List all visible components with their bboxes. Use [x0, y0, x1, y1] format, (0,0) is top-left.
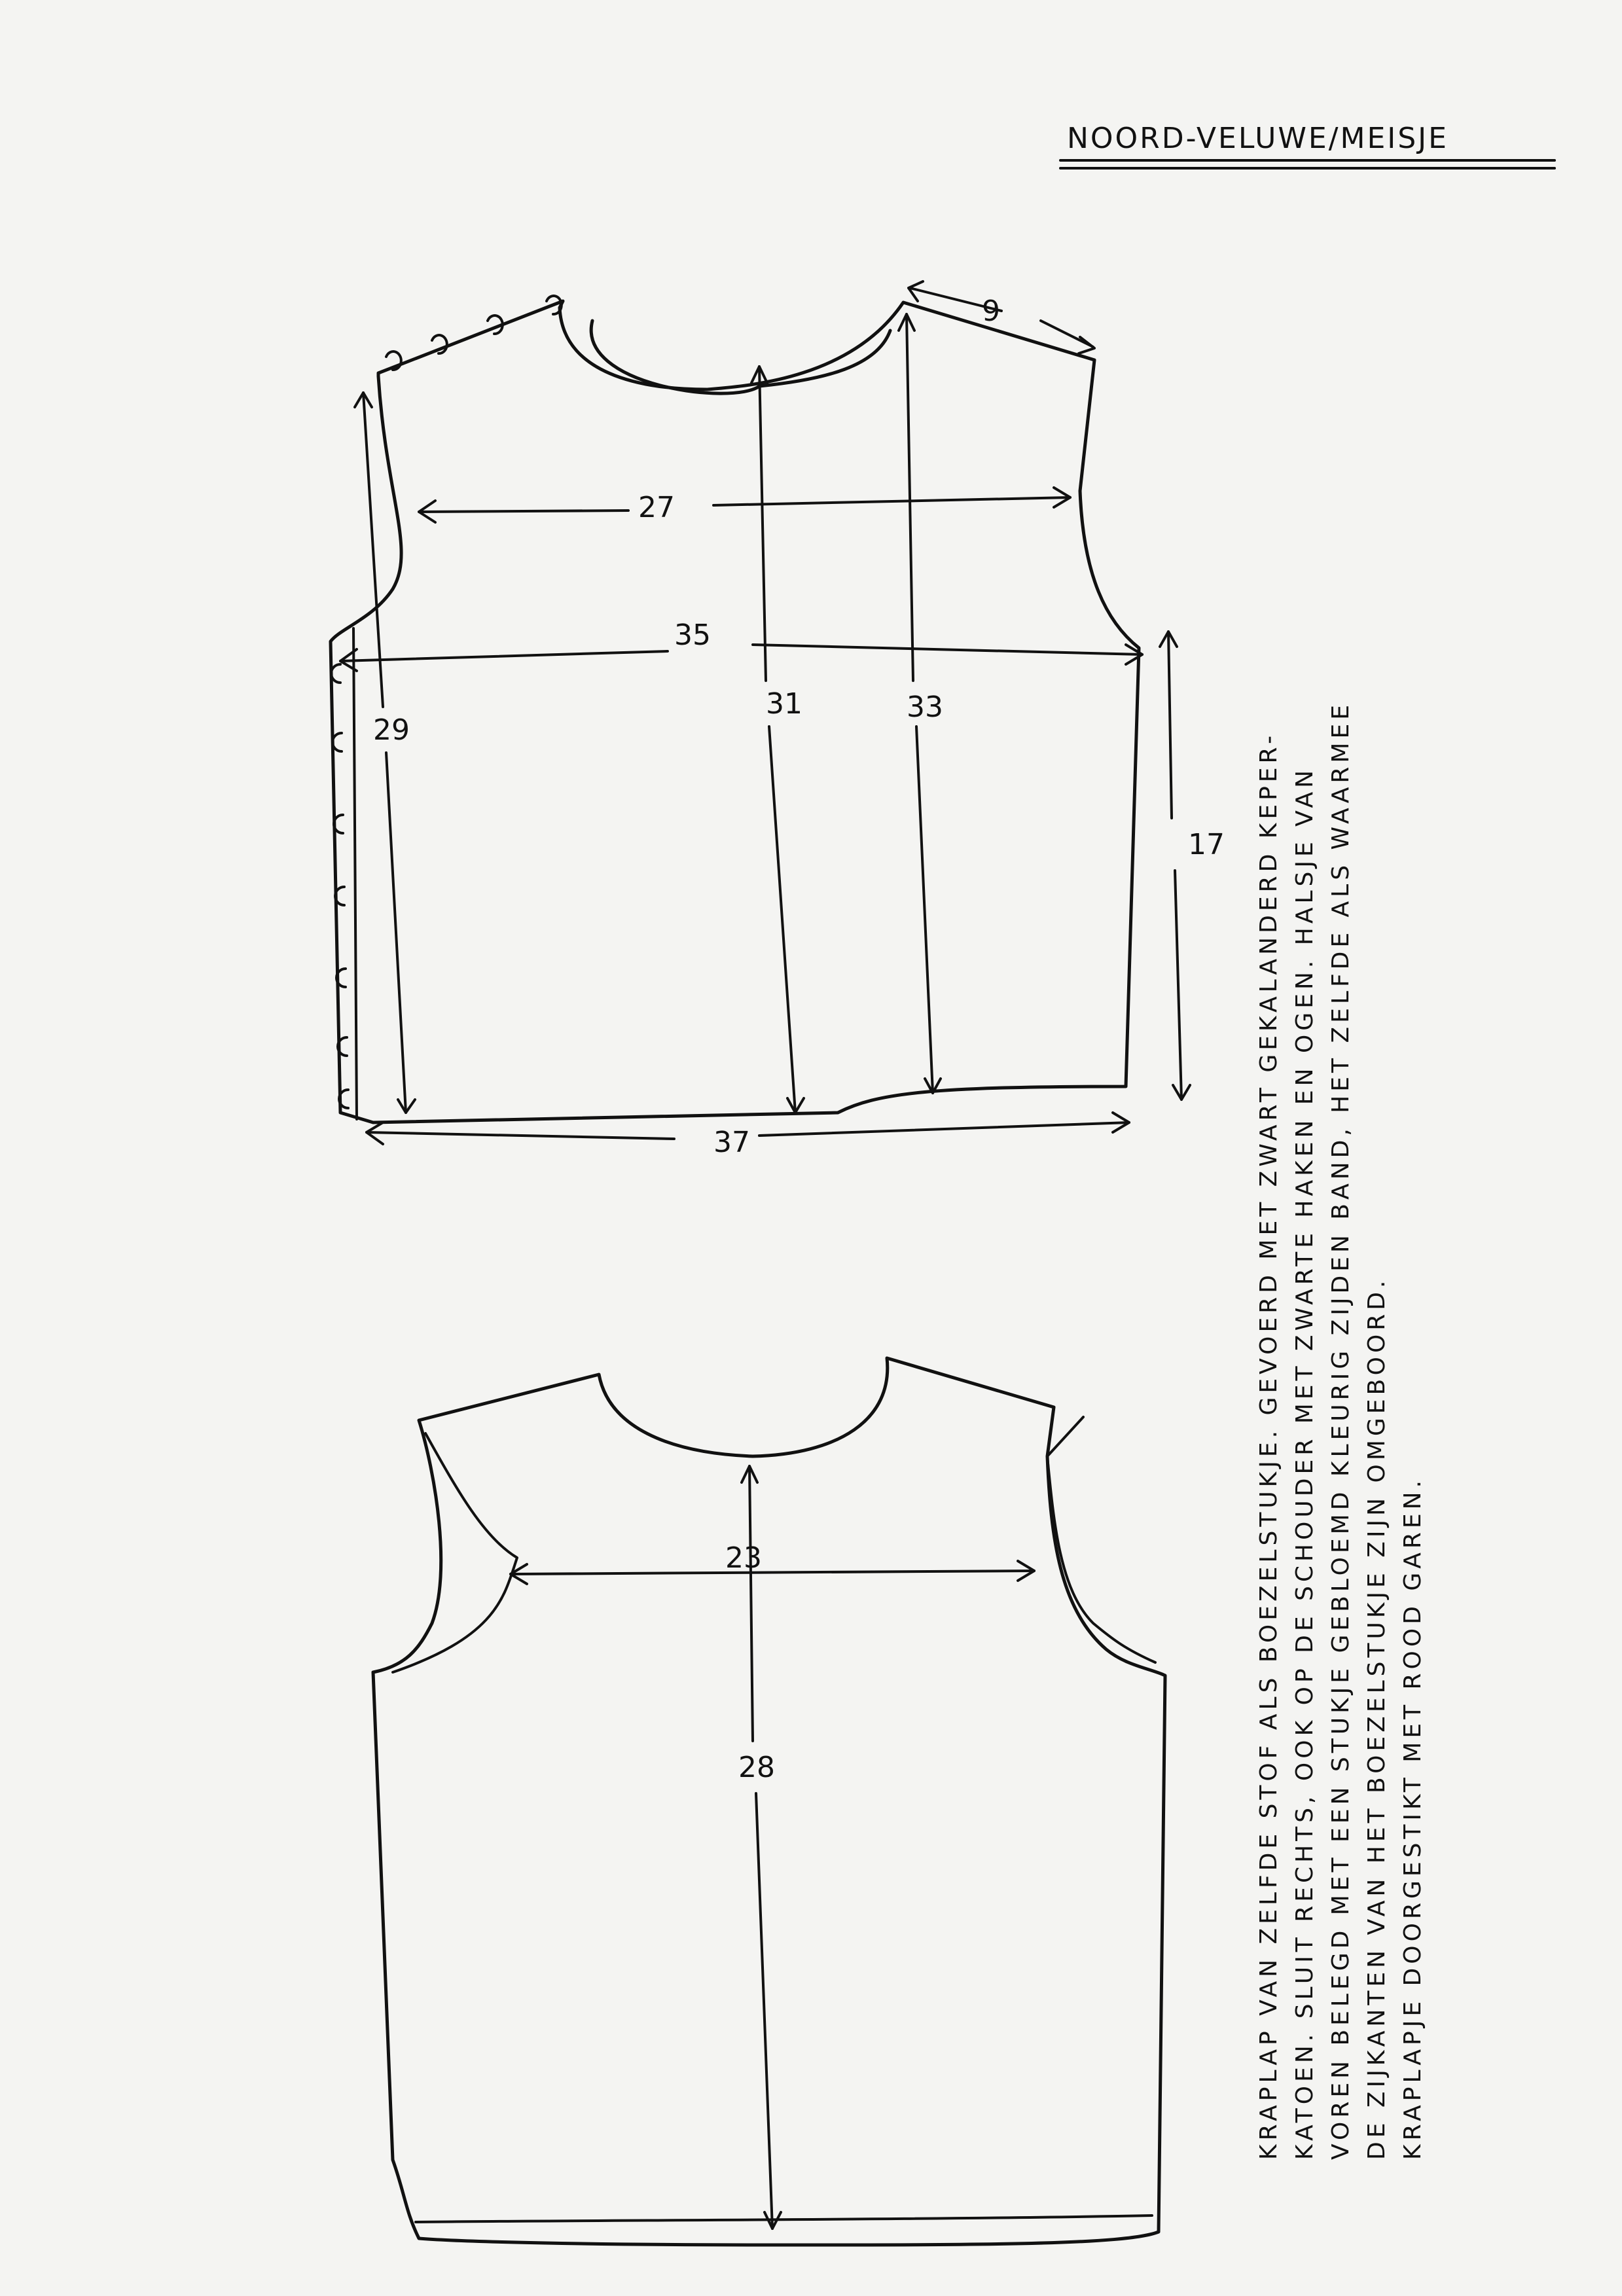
note-line-1: KRAPLAP VAN ZELFDE STOF ALS BOEZELSTUKJE. GEVOERD MET ZWART GEKALANDERD KEPER- [1255, 731, 1282, 2160]
dim-shoulder [909, 281, 1094, 353]
dim-lower-side [1160, 632, 1225, 1100]
dim-upper-width [419, 488, 1070, 524]
bottom-left-armhole-inner [393, 1433, 517, 1672]
dim-label-side-length: 29 [373, 713, 410, 747]
dim-bottom-length [738, 1466, 781, 2229]
pattern-notes [1255, 701, 1426, 2160]
pattern-piece-top [331, 281, 1225, 1159]
dim-label-chest-width: 35 [674, 619, 711, 652]
dim-chest-width [340, 619, 1142, 671]
note-line-2: KATOEN. SLUIT RECHTS, OOK OP DE SCHOUDER MET ZWARTE HAKEN EN OGEN. HALSJE VAN [1291, 766, 1318, 2160]
note-line-3: VOREN BELEGD MET EEN STUKJE GEBLOEMD KLEURIG ZIJDEN BAND, HET ZELFDE ALS WAARMEE [1327, 701, 1354, 2160]
top-piece-outline [331, 301, 1139, 1122]
pattern-piece-bottom [373, 1358, 1165, 2245]
page-title: NOORD-VELUWE/MEISJE [1067, 122, 1449, 155]
dim-label-upper-width: 27 [638, 491, 675, 524]
dim-center-length [751, 367, 804, 1113]
dim-front-length [899, 314, 943, 1093]
title-block [1060, 122, 1555, 168]
dim-label-hem-width: 37 [713, 1126, 750, 1159]
note-line-5: KRAPLAPJE DOORGESTIKT MET ROOD GAREN. [1399, 1476, 1426, 2160]
top-front-edge [353, 628, 357, 1119]
dim-label-front-length: 33 [907, 691, 943, 724]
dim-label-shoulder: 9 [982, 295, 1000, 328]
note-line-4: DE ZIJKANTEN VAN HET BOEZELSTUKJE ZIJN OMGEBOORD. [1363, 1276, 1390, 2160]
dim-label-center-length: 31 [766, 687, 802, 721]
dim-label-bottom-length: 28 [738, 1751, 775, 1784]
dim-label-bottom-chest: 23 [725, 1541, 762, 1575]
dim-side-length [355, 393, 415, 1113]
bottom-hem-line [416, 2215, 1152, 2222]
dim-label-lower-side: 17 [1188, 828, 1225, 861]
dim-bottom-chest [511, 1541, 1034, 1584]
bottom-right-armhole-inner [1047, 1417, 1155, 1662]
